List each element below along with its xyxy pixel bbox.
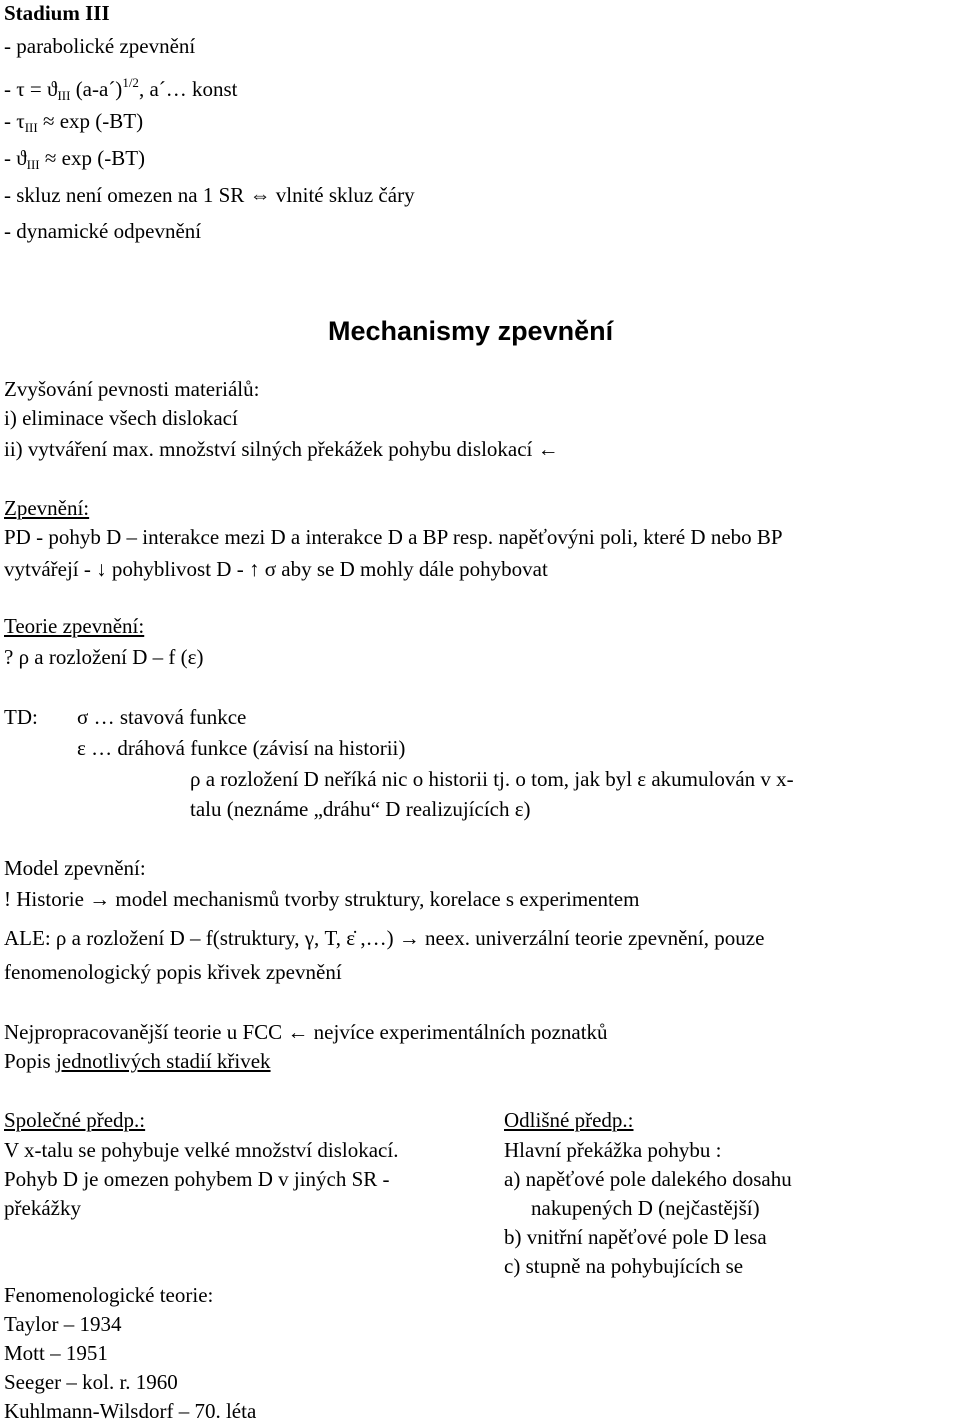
fenom-item: Mott – 1951 [4, 1341, 108, 1365]
intro-line-1: Zvyšování pevnosti materiálů: [4, 377, 260, 401]
stadium-line-4 [4, 145, 145, 178]
zpevneni-line-1: PD - pohyb D – interakce mezi D a interakce D a BP resp. napěťovýni poli, které D nebo BP [4, 525, 783, 549]
zpevneni-label: Zpevnění: [4, 496, 90, 520]
stadium-line-4-a: - ϑ [4, 146, 27, 170]
teorie-label: Teorie zpevnění: [4, 614, 145, 638]
section-heading: Mechanismy zpevnění [328, 316, 614, 346]
stadium-line-4-b: ≈ exp (-BT) [39, 146, 146, 170]
odlisne-line-4: b) vnitřní napěťové pole D lesa [504, 1225, 767, 1249]
odlisne-label: Odlišné předp.: [504, 1108, 634, 1132]
fenom-item: Kuhlmann-Wilsdorf – 70. léta [4, 1399, 257, 1423]
stadium-line-3-sub: III [24, 120, 38, 135]
model-line-1: ! Historie → model mechanismů tvorby struktury, korelace s experimentem [4, 887, 640, 911]
fcc-line-1: Nejpropracovanější teorie u FCC ← nejvíce experimentálních poznatků [4, 1020, 608, 1044]
stadium-line-3-b: ≈ exp (-BT) [37, 109, 144, 133]
odlisne-line-3: nakupených D (nejčastější) [531, 1196, 760, 1220]
model-label: Model zpevnění: [4, 856, 146, 880]
stadium-line-2-sup: 1/2 [122, 75, 139, 90]
fcc-line-2-underlined: jednotlivých stadií křivek [55, 1049, 271, 1073]
intro-line-2: i) eliminace všech dislokací [4, 406, 238, 430]
td-label: TD: [4, 705, 38, 729]
stadium-line-4-sub: III [26, 157, 40, 172]
stadium-line-2-a: - τ = ϑ [4, 77, 58, 101]
stadium-line-2-c: , a´… konst [138, 77, 238, 101]
fenom-item: Seeger – kol. r. 1960 [4, 1370, 178, 1394]
spolecne-line-2: Pohyb D je omezen pohybem D v jiných SR - [4, 1167, 390, 1191]
td-line-2: ε … dráhová funkce (závisí na historii) [77, 736, 406, 760]
stadium-line-6: - dynamické odpevnění [4, 219, 202, 243]
stadium-title: Stadium III [4, 1, 110, 25]
spolecne-line-1: V x-talu se pohybuje velké množství dislokací. [4, 1138, 399, 1162]
odlisne-line-1: Hlavní překážka pohybu : [504, 1138, 722, 1162]
spolecne-line-3: překážky [4, 1196, 81, 1220]
stadium-line-5: - skluz není omezen na 1 SR ⇔ vlnité skluz čáry [4, 183, 415, 207]
spolecne-label: Společné předp.: [4, 1108, 146, 1132]
stadium-line-3 [4, 108, 143, 141]
model-line-2: ALE: ρ a rozložení D – f(struktury, γ, T, ε̇ ,…) → neex. univerzální teorie zpevnění, pouze [4, 926, 765, 950]
zpevneni-line-2: vytvářejí - ↓ pohyblivost D - ↑ σ aby se D mohly dále pohybovat [4, 557, 548, 581]
stadium-line-2-sub: III [57, 88, 71, 103]
td-line-4: talu (neznáme „dráhu“ D realizujících ε) [190, 797, 531, 821]
fcc-line-2 [4, 1048, 271, 1074]
stadium-line-3-a: - τ [4, 109, 25, 133]
stadium-line-2-b: (a-a´) [70, 77, 123, 101]
odlisne-line-5: c) stupně na pohybujících se [504, 1254, 744, 1278]
td-line-3: ρ a rozložení D neříká nic o historii tj. o tom, jak byl ε akumulován v x- [190, 767, 794, 791]
intro-line-3: ii) vytváření max. množství silných překážek pohybu dislokací ← [4, 437, 559, 461]
model-line-3: fenomenologický popis křivek zpevnění [4, 960, 342, 984]
fenom-label: Fenomenologické teorie: [4, 1283, 214, 1307]
td-line-1: σ … stavová funkce [77, 705, 247, 729]
teorie-line-1: ? ρ a rozložení D – f (ε) [4, 645, 204, 669]
stadium-line-2 [4, 70, 238, 109]
fenom-item: Taylor – 1934 [4, 1312, 122, 1336]
odlisne-line-2: a) napěťové pole dalekého dosahu [504, 1167, 792, 1191]
stadium-line-1: - parabolické zpevnění [4, 34, 196, 58]
fcc-line-2-a: Popis [4, 1049, 56, 1073]
